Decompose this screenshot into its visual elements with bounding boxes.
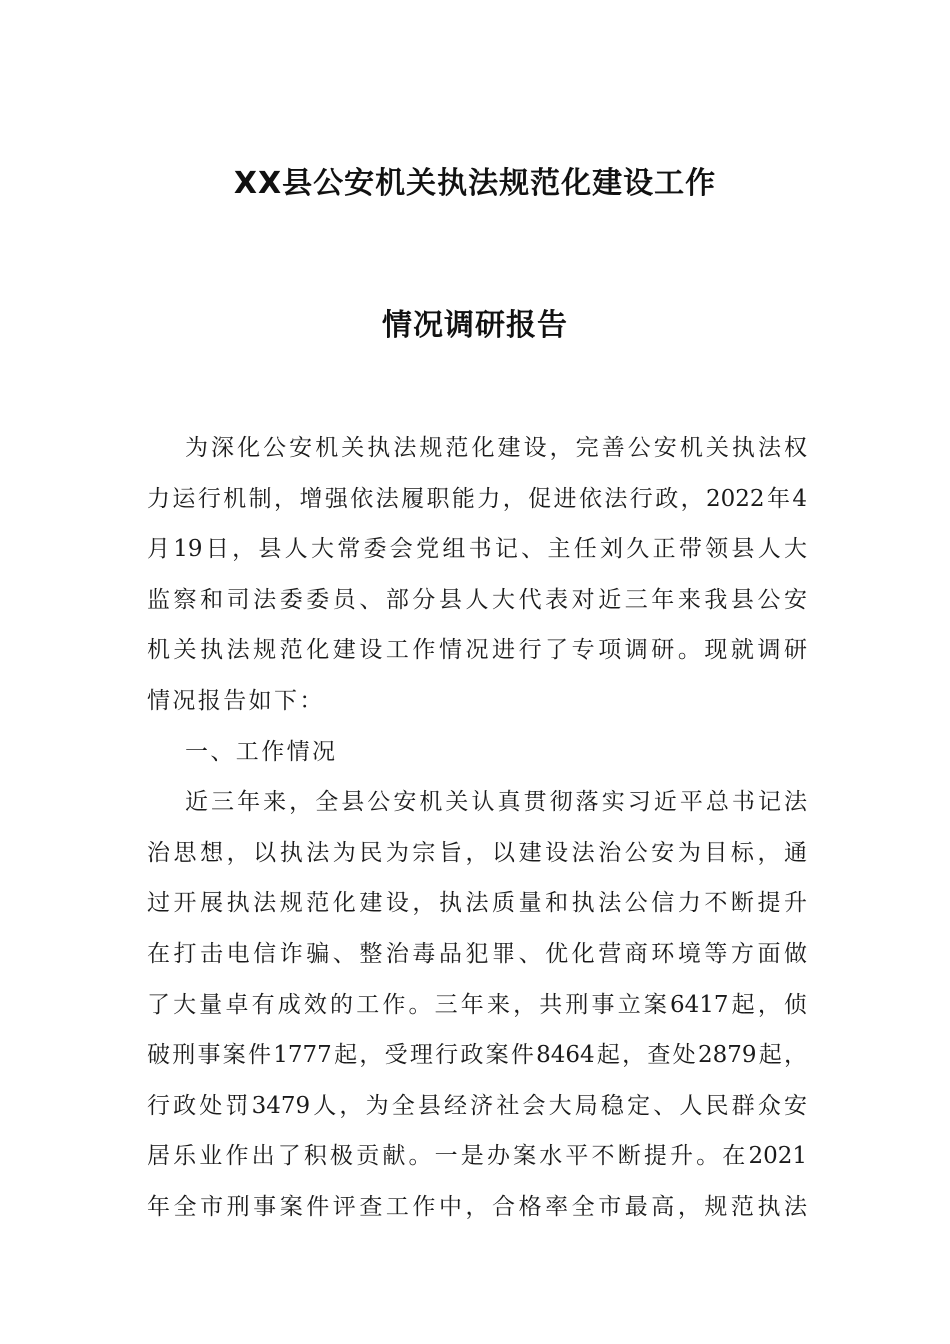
paragraph-line: 监察和司法委委员、部分县人大代表对近三年来我县公安 bbox=[147, 586, 807, 613]
paragraph-line: 为深化公安机关执法规范化建设，完善公安机关执法权 bbox=[185, 435, 807, 461]
paragraph-line: 破刑事案件1777起，受理行政案件8464起，查处2879起， bbox=[147, 1042, 807, 1069]
paragraph-line: 过开展执法规范化建设，执法质量和执法公信力不断提升 bbox=[147, 890, 807, 917]
section-heading: 一、工作情况 bbox=[185, 738, 338, 765]
document-title-line-2: 情况调研报告 bbox=[382, 308, 568, 343]
document-title-line-1: XX县公安机关执法规范化建设工作 bbox=[233, 166, 717, 201]
document-body bbox=[147, 430, 807, 1240]
paragraph-line: 居乐业作出了积极贡献。一是办案水平不断提升。在2021 bbox=[147, 1143, 807, 1170]
paragraph-line: 行政处罚3479人，为全县经济社会大局稳定、人民群众安 bbox=[147, 1092, 807, 1119]
paragraph-line: 年全市刑事案件评查工作中，合格率全市最高，规范执法 bbox=[147, 1193, 807, 1220]
paragraph-line: 力运行机制，增强依法履职能力，促进依法行政，2022年4 bbox=[147, 485, 807, 512]
paragraph-line: 了大量卓有成效的工作。三年来，共刑事立案6417起，侦 bbox=[147, 991, 807, 1018]
paragraph-line: 机关执法规范化建设工作情况进行了专项调研。现就调研 bbox=[147, 637, 807, 664]
paragraph-line: 治思想，以执法为民为宗旨，以建设法治公安为目标，通 bbox=[147, 839, 807, 866]
paragraph-line: 月19日，县人大常委会党组书记、主任刘久正带领县人大 bbox=[147, 536, 807, 563]
paragraph-line: 在打击电信诈骗、整治毒品犯罪、优化营商环境等方面做 bbox=[147, 940, 807, 967]
paragraph-line: 情况报告如下： bbox=[147, 687, 325, 714]
paragraph-line: 近三年来，全县公安机关认真贯彻落实习近平总书记法 bbox=[185, 789, 807, 816]
